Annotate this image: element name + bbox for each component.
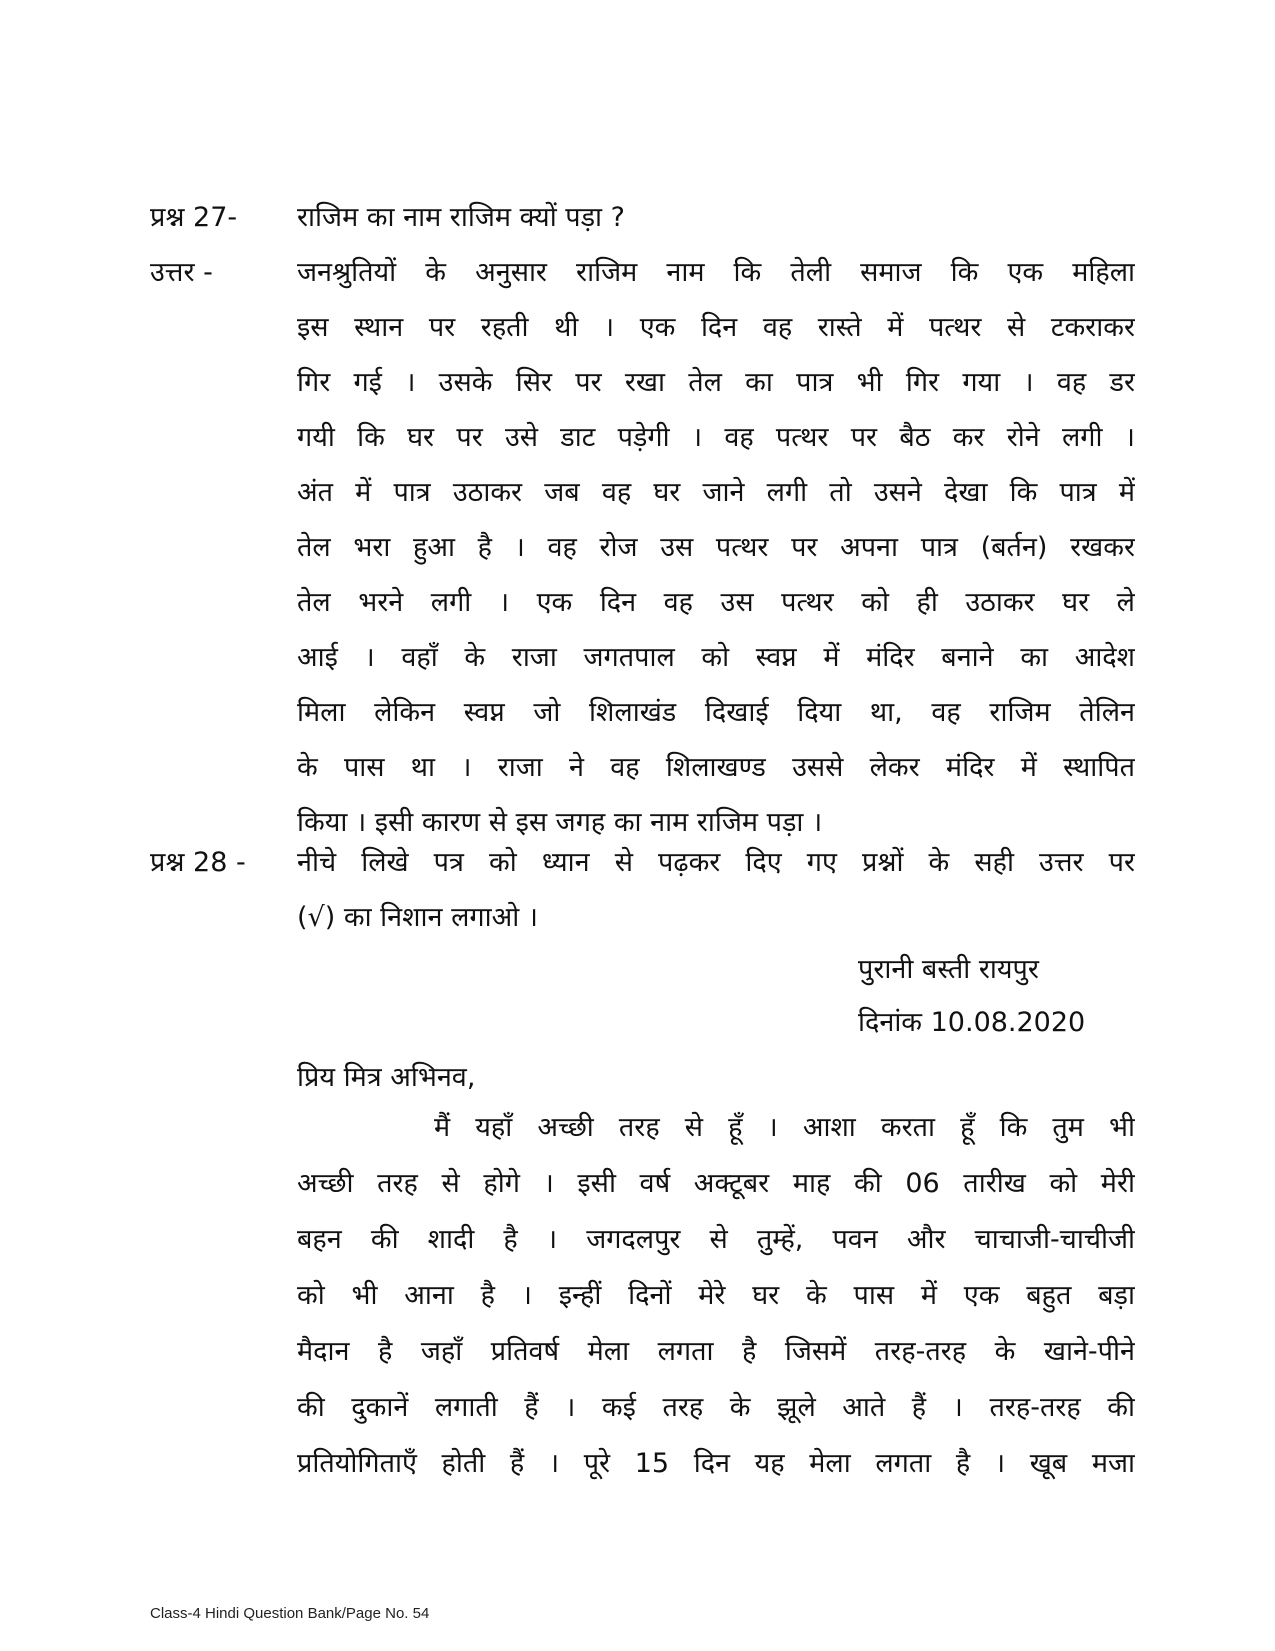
question-28-line: (√) का निशान लगाओ । (297, 902, 539, 933)
letter-body (297, 1100, 1135, 1492)
answer-line: गिर गई । उसके सिर पर रखा तेल का पात्र भी गिर गया । वह डर (297, 367, 1135, 398)
answer-line: गयी कि घर पर उसे डाट पड़ेगी । वह पत्थर पर बैठ कर रोने लगी । (297, 422, 1135, 453)
question-28-text (297, 835, 1135, 945)
letter-salutation: प्रिय मित्र अभिनव, (297, 1062, 476, 1093)
letter-line: मैदान है जहाँ प्रतिवर्ष मेला लगता है जिसमें तरह-तरह के खाने-पीने (297, 1336, 1135, 1367)
answer-line: तेल भरने लगी । एक दिन वह उस पत्थर को ही उठाकर घर ले (297, 587, 1135, 618)
answer-line: तेल भरा हुआ है । वह रोज उस पत्थर पर अपना पात्र (बर्तन) रखकर (297, 532, 1135, 563)
letter-line: मैं यहाँ अच्छी तरह से हूँ । आशा करता हूँ कि तुम भी (434, 1112, 1135, 1143)
answer-line: अंत में पात्र उठाकर जब वह घर जाने लगी तो उसने देखा कि पात्र में (297, 477, 1135, 508)
letter-line: बहन की शादी है । जगदलपुर से तुम्हें, पवन और चाचाजी-चाचीजी (297, 1224, 1135, 1255)
answer-line: आई । वहाँ के राजा जगतपाल को स्वप्न में मंदिर बनाने का आदेश (297, 642, 1135, 673)
question-27-text (297, 190, 1135, 245)
answer-line: किया । इसी कारण से इस जगह का नाम राजिम पड़ा । (297, 807, 823, 838)
page-footer: Class-4 Hindi Question Bank/Page No. 54 (150, 1605, 430, 1622)
answer-line: इस स्थान पर रहती थी । एक दिन वह रास्ते में पत्थर से टकराकर (297, 312, 1135, 343)
answer-27 (150, 245, 1135, 850)
answer-label: उत्तर - (150, 257, 213, 288)
question-27-label: प्रश्न 27- (150, 202, 238, 233)
question-28-line: नीचे लिखे पत्र को ध्यान से पढ़कर दिए गए प्रश्नों के सही उत्तर पर (297, 847, 1135, 878)
letter-address: पुरानी बस्ती रायपुर (858, 954, 1039, 985)
letter-line: प्रतियोगिताएँ होती हैं । पूरे 15 दिन यह मेला लगता है । खूब मजा (297, 1448, 1135, 1479)
question-28-label: प्रश्न 28 - (150, 847, 246, 878)
letter-line: की दुकानें लगाती हैं । कई तरह के झूले आते हैं । तरह-तरह की (297, 1392, 1135, 1423)
question-28 (150, 835, 1135, 945)
answer-27-text (297, 245, 1135, 850)
question-27 (150, 190, 1135, 245)
letter-date: दिनांक 10.08.2020 (858, 1007, 1086, 1038)
answer-line: जनश्रुतियों के अनुसार राजिम नाम कि तेली समाज कि एक महिला (297, 257, 1135, 288)
letter-line: को भी आना है । इन्हीं दिनों मेरे घर के पास में एक बहुत बड़ा (297, 1280, 1135, 1311)
answer-line: मिला लेकिन स्वप्न जो शिलाखंड दिखाई दिया था, वह राजिम तेलिन (297, 697, 1135, 728)
answer-line: के पास था । राजा ने वह शिलाखण्ड उससे लेकर मंदिर में स्थापित (297, 752, 1135, 783)
question-27-line: राजिम का नाम राजिम क्यों पड़ा ? (297, 202, 625, 233)
letter-line: अच्छी तरह से होगे । इसी वर्ष अक्टूबर माह की 06 तारीख को मेरी (297, 1168, 1135, 1199)
